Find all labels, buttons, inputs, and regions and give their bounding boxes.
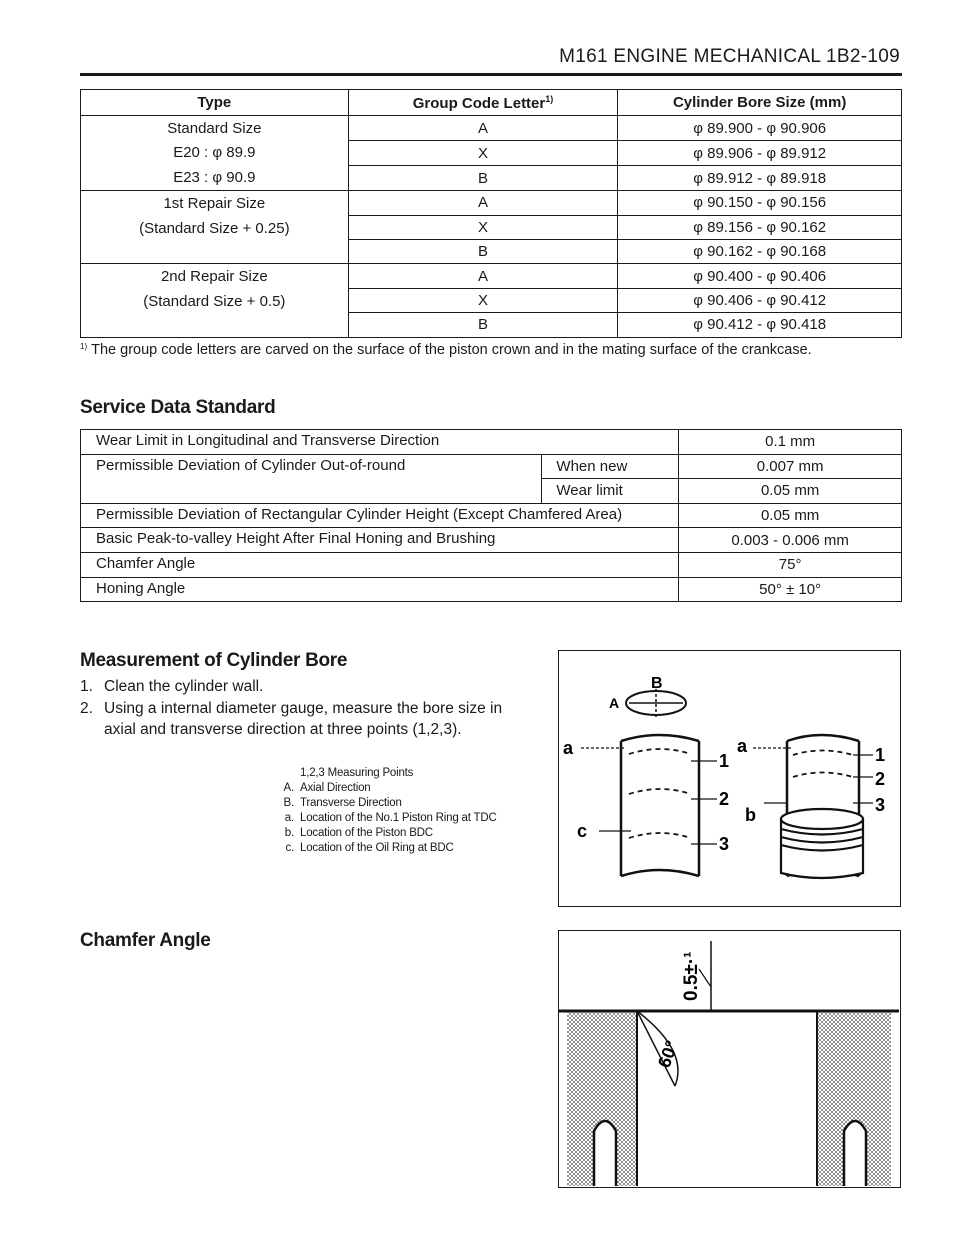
table-row: [81, 116, 902, 141]
when-new-value: 0.007 mm: [679, 454, 902, 479]
rect-height-label: Permissible Deviation of Rectangular Cylinder Height (Except Chamfered Area): [81, 503, 679, 528]
label-3-left: 3: [719, 834, 730, 854]
chamfer-value: 75°: [679, 552, 902, 577]
table-row: [81, 503, 902, 528]
label-b: b: [745, 805, 756, 825]
table-row: [81, 191, 902, 215]
table-row: [81, 430, 902, 455]
label-a-left: a: [563, 738, 574, 758]
list-item: 2. Using a internal diameter gauge, measure the bore size in axial and transverse direction at three points (1,2,3).: [80, 700, 503, 738]
out-of-round-label: Permissible Deviation of Cylinder Out-of-round: [81, 454, 542, 503]
label-a-right: a: [737, 736, 748, 756]
wear-limit-label: Wear Limit in Longitudinal and Transverse Direction: [81, 430, 679, 455]
rect-height-value: 0.05 mm: [679, 503, 902, 528]
header-type: Type: [81, 90, 349, 116]
table-row: [81, 264, 902, 288]
group-code: B: [348, 240, 618, 264]
table-row: [81, 577, 902, 602]
group-code: A: [348, 191, 618, 215]
group-code: X: [348, 288, 618, 312]
chamfer-label: Chamfer Angle: [81, 552, 679, 577]
bore-size: φ 90.150 - φ 90.156: [618, 191, 902, 215]
figure-legend: [272, 766, 497, 856]
service-data-heading: Service Data Standard: [80, 397, 276, 418]
left-block-wall: [567, 1011, 637, 1186]
label-1-left: 1: [719, 751, 730, 771]
wear-limit-sub-value: 0.05 mm: [679, 479, 902, 504]
cylinder-bore-table: [80, 89, 902, 338]
type-1st-repair-size: 1st Repair Size (Standard Size + 0.25): [81, 191, 349, 264]
bore-measurement-figure: [558, 650, 901, 907]
list-item: 1. Clean the cylinder wall.: [80, 678, 264, 695]
left-cylinder-icon: [621, 735, 699, 876]
type-standard-size: Standard Size E20 : φ 89.9 E23 : φ 90.9: [81, 116, 349, 191]
group-code: A: [348, 264, 618, 288]
angle-label: 60°: [653, 1037, 683, 1071]
label-A: A: [609, 695, 620, 711]
legend-item: A. Axial Direction: [283, 782, 371, 794]
table-row: [81, 454, 902, 479]
chamfer-dim-label: 0.5±·¹: [681, 951, 702, 1001]
group-code: A: [348, 116, 618, 141]
table-row: [81, 552, 902, 577]
bore-size: φ 90.406 - φ 90.412: [618, 288, 902, 312]
measurement-heading: Measurement of Cylinder Bore: [80, 650, 348, 671]
legend-item: a. Location of the No.1 Piston Ring at TDC: [284, 812, 497, 824]
bore-size: φ 89.156 - φ 90.162: [618, 215, 902, 239]
bore-size: φ 89.900 - φ 90.906: [618, 116, 902, 141]
chamfer-angle-heading: Chamfer Angle: [80, 930, 211, 951]
bore-size: φ 90.162 - φ 90.168: [618, 240, 902, 264]
peak-valley-value: 0.003 - 0.006 mm: [679, 528, 902, 553]
when-new-label: When new: [542, 454, 679, 479]
group-code: B: [348, 313, 618, 337]
label-1-right: 1: [875, 745, 886, 765]
legend-item: b. Location of the Piston BDC: [284, 827, 433, 839]
honing-label: Honing Angle: [81, 577, 679, 602]
table-row: [81, 528, 902, 553]
group-code: X: [348, 215, 618, 239]
legend-item: B. Transverse Direction: [283, 797, 402, 809]
label-2-left: 2: [719, 789, 730, 809]
group-code: X: [348, 141, 618, 166]
header-divider: [80, 73, 902, 76]
table-header-row: [81, 90, 902, 116]
wear-limit-value: 0.1 mm: [679, 430, 902, 455]
measurement-steps: [80, 676, 530, 741]
header-group-code: Group Code Letter$^{1)}$: [348, 90, 618, 116]
table-footnote: $^{1)}$ The group code letters are carved on the surface of the piston crown and in the mating surface of the crankcase.: [80, 342, 812, 358]
label-3-right: 3: [875, 795, 886, 815]
right-block-wall: [817, 1011, 891, 1186]
label-2-right: 2: [875, 769, 886, 789]
service-data-table: [80, 429, 902, 602]
label-c: c: [577, 821, 588, 841]
legend-item: c. Location of the Oil Ring at BDC: [285, 842, 454, 854]
legend-item: 1,2,3 Measuring Points: [300, 767, 414, 779]
piston-icon: [781, 809, 863, 878]
bore-size: φ 89.906 - φ 89.912: [618, 141, 902, 166]
peak-valley-label: Basic Peak-to-valley Height After Final Honing and Brushing: [81, 528, 679, 553]
bore-size: φ 90.400 - φ 90.406: [618, 264, 902, 288]
type-2nd-repair-size: 2nd Repair Size (Standard Size + 0.5): [81, 264, 349, 337]
group-code: B: [348, 166, 618, 191]
label-B: B: [651, 675, 663, 692]
page-header-title: M161 ENGINE MECHANICAL 1B2-109: [559, 46, 900, 67]
honing-value: 50° ± 10°: [679, 577, 902, 602]
header-bore-size: Cylinder Bore Size (mm): [618, 90, 902, 116]
bore-size: φ 90.412 - φ 90.418: [618, 313, 902, 337]
wear-limit-sub-label: Wear limit: [542, 479, 679, 504]
chamfer-angle-figure: [558, 930, 901, 1188]
bore-size: φ 89.912 - φ 89.918: [618, 166, 902, 191]
